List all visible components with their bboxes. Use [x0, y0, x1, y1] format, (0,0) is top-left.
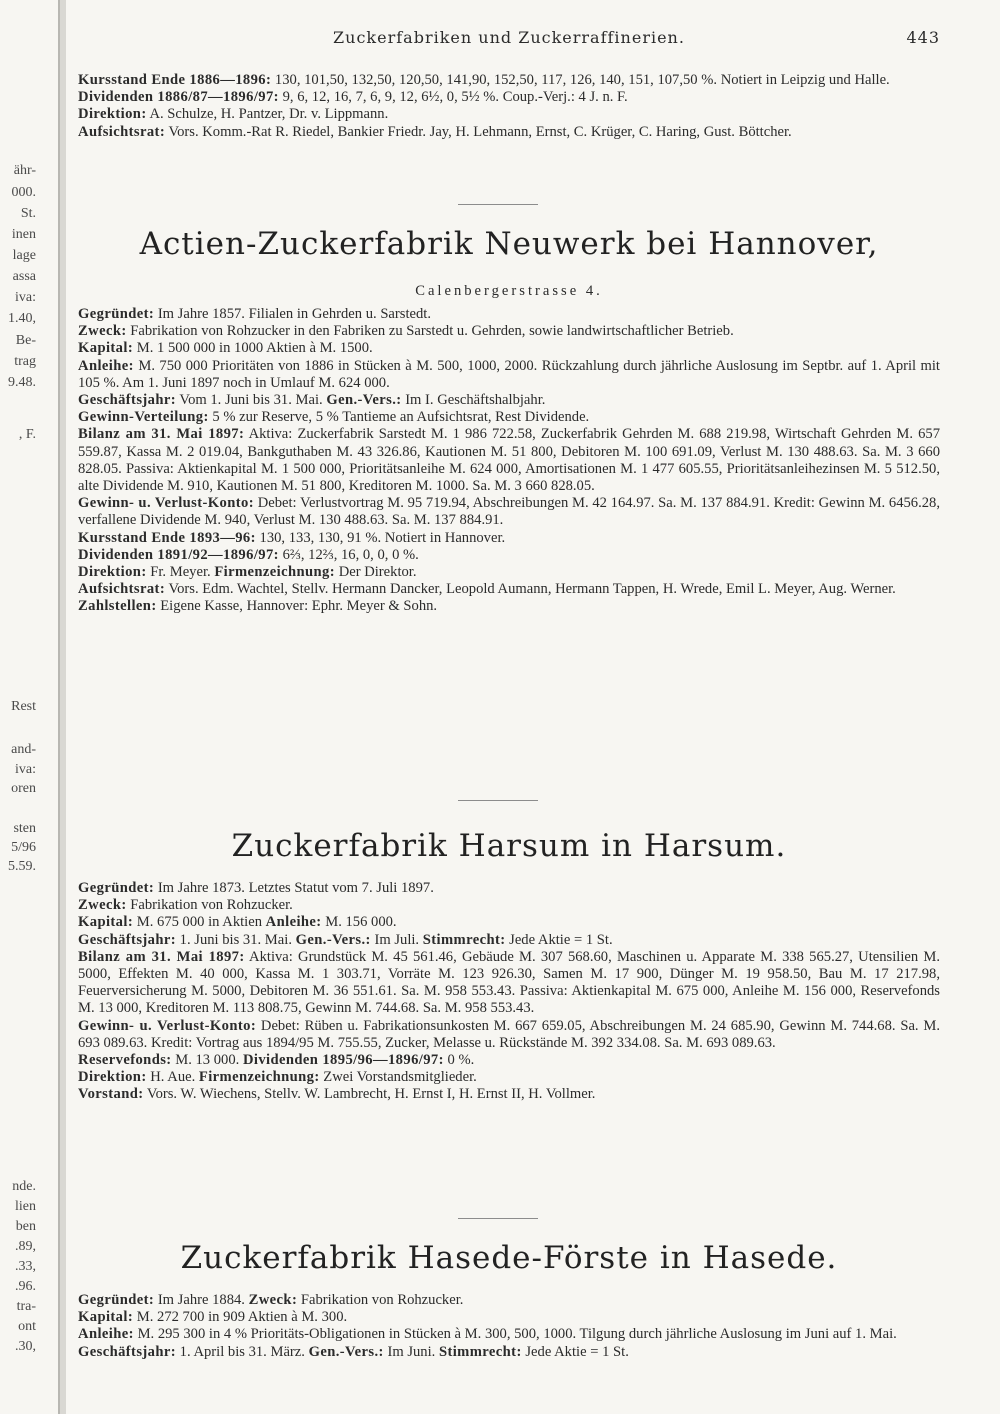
margin-fragment: and-: [11, 742, 36, 757]
entry-label: Dividenden 1895/96—1896/97:: [242, 1052, 444, 1069]
entry-gewinn-verteilung: [78, 409, 940, 426]
running-head-title: Zuckerfabriken und Zuckerraffinerien.: [333, 28, 685, 47]
entry-label: Gen.-Vers.:: [326, 392, 402, 409]
entry-gegruendet: [78, 306, 940, 323]
entry-gegruendet: [78, 880, 940, 897]
entry-kursstand: [78, 72, 940, 89]
company-address: Calenbergerstrasse 4.: [415, 283, 603, 299]
previous-page-margin: [0, 0, 56, 1414]
entry-label: Gewinn-Verteilung:: [78, 409, 209, 426]
margin-fragment: lage: [12, 248, 36, 263]
entry-label: Gegründet:: [78, 880, 155, 896]
entry-label: Bilanz am 31. Mai 1897:: [78, 426, 245, 443]
margin-fragment: iva:: [15, 290, 36, 305]
entry-text: A. Schulze, H. Pantzer, Dr. v. Lippmann.: [149, 106, 389, 123]
entry-dividenden: [78, 89, 940, 106]
entry-text: M. 295 300 in 4 % Prioritäts-Obligationen in Stücken à M. 300, 500, 1000. Tilgung durch jährliche Auslosung im Juni auf 1. Mai.: [137, 1326, 897, 1343]
entry-text: Vors. Komm.-Rat R. Riedel, Bankier Friedr. Jay, H. Lehmann, Ernst, C. Krüger, C. Haring, Gust. Böttcher.: [168, 123, 792, 140]
entry-kursstand: [78, 530, 940, 547]
entry-label: Gegründet:: [78, 1292, 155, 1308]
margin-fragment: nde.: [12, 1179, 36, 1194]
entry-text: Jede Aktie = 1 St.: [525, 1343, 629, 1360]
entry-label: Stimmrecht:: [422, 931, 506, 948]
entry-text: 9, 6, 12, 16, 7, 6, 9, 12, 6½, 0, 5½ %. Coup.-Verj.: 4 J. n. F.: [282, 89, 628, 106]
entry-text: Aktiva: Zuckerfabrik Sarstedt M. 1 986 722.58, Zuckerfabrik Gehrden M. 688 219.98, Wirtschaft Gehrden M. 657 559.87, Kassa M. 2 019.04, Bankguthaben M. 43 326.86, Kautionen M. 51 800, Debitoren M. 100 691.09, Verlust M. 130 488.63. Sa. M. 3 660 828.05. Passiva: Aktienkapital M. 1 500 000, Prioritätsanleihe M. 624 000, Amortisationen M. 1 477 605.55, Prioritätsanleihezinsen M. 5 512.50, alte Dividende M. 910, Kautionen M. 51 800, Kreditoren M. 1000. Sa. M. 3 660 828.05.: [78, 426, 940, 495]
entry-bilanz: [78, 426, 940, 495]
entry-text: Im I. Geschäftshalbjahr.: [405, 392, 546, 409]
section-harsum: [78, 880, 940, 1104]
entry-label: Gegründet:: [78, 306, 155, 322]
entry-label: Geschäftsjahr:: [78, 392, 177, 409]
entry-label: Aufsichtsrat:: [78, 581, 166, 598]
entry-kapital: [78, 1309, 940, 1326]
entry-text: Im Jahre 1884.: [157, 1292, 245, 1308]
entry-direktion: [78, 564, 940, 581]
entry-text: Jede Aktie = 1 St.: [509, 931, 613, 948]
entry-label: Anleihe:: [78, 357, 134, 374]
entry-label: Reservefonds:: [78, 1052, 172, 1069]
entry-text: M. 13 000.: [175, 1052, 240, 1069]
entry-direktion: [78, 106, 940, 123]
margin-fragment: .96.: [15, 1279, 36, 1294]
entry-dividenden: [78, 547, 940, 564]
margin-fragment: inen: [11, 227, 36, 242]
entry-label: Kapital:: [78, 1309, 134, 1326]
entry-text: Im Jahre 1857. Filialen in Gehrden u. Sarstedt.: [157, 306, 431, 322]
entry-label: Aufsichtsrat:: [78, 123, 166, 140]
running-head: [78, 28, 940, 50]
entry-gewinn-verlust-konto: [78, 495, 940, 529]
entry-text: 1. April bis 31. März.: [179, 1343, 305, 1360]
entry-text: Fabrikation von Rohzucker.: [300, 1292, 464, 1308]
entry-text: 1. Juni bis 31. Mai.: [179, 931, 292, 948]
margin-fragment: Be-: [15, 333, 36, 348]
margin-fragment: 9.48.: [8, 375, 36, 390]
entry-text: Fabrikation von Rohzucker in den Fabriken zu Sarstedt u. Gehrden, sowie landwirtschaftlicher Betrieb.: [130, 323, 734, 340]
entry-text: Vors. Edm. Wachtel, Stellv. Hermann Dancker, Leopold Aumann, Hermann Tappen, H. Wrede, Emil L. Meyer, Aug. Werner.: [168, 581, 896, 598]
margin-fragment: ben: [15, 1219, 36, 1234]
entry-label: Direktion:: [78, 106, 147, 123]
entry-aufsichtsrat: [78, 581, 940, 598]
entry-label: Kapital:: [78, 914, 134, 931]
entry-label: Zahlstellen:: [78, 598, 157, 615]
entry-text: Im Juni.: [387, 1343, 436, 1360]
entry-text: Im Jahre 1873. Letztes Statut vom 7. Juli 1897.: [157, 880, 434, 896]
entry-kapital: [78, 340, 940, 357]
entry-geschaeftsjahr: [78, 1344, 940, 1361]
entry-label: Kursstand Ende 1886—1896:: [78, 72, 272, 88]
entry-direktion: [78, 1069, 940, 1086]
entry-label: Kapital:: [78, 340, 134, 357]
entry-text: Der Direktor.: [338, 564, 417, 581]
entry-label: Zweck:: [248, 1292, 298, 1308]
margin-fragment: lien: [15, 1199, 36, 1214]
margin-fragment: .89,: [15, 1239, 36, 1254]
entry-gewinn-verlust-konto: [78, 1018, 940, 1052]
entry-aufsichtsrat: [78, 124, 940, 141]
entry-text: Im Juli.: [374, 931, 420, 948]
entry-text: M. 156 000.: [325, 914, 397, 931]
margin-fragment: , F.: [18, 427, 36, 442]
entry-bilanz: [78, 949, 940, 1018]
entry-text: Debet: Rüben u. Fabrikationsunkosten M. 667 659.05, Abschreibungen M. 24 685.90, Gewinn M. 744.68. Sa. M. 693 089.63. Kredit: Vortrag aus 1894/95 M. 755.55, Zucker, Melasse u. Rückstände M. 392 334.08. Sa. M. 693 089.63.: [78, 1017, 940, 1051]
entry-label: Firmenzeichnung:: [214, 564, 336, 581]
entry-label: Bilanz am 31. Mai 1897:: [78, 948, 245, 965]
section-divider: [458, 204, 538, 205]
entry-label: Geschäftsjahr:: [78, 1343, 177, 1360]
entry-geschaeftsjahr: [78, 932, 940, 949]
entry-text: Eigene Kasse, Hannover: Ephr. Meyer & Sohn.: [160, 598, 438, 615]
section-neuwerk: [78, 306, 940, 616]
margin-fragment: trag: [14, 354, 36, 369]
entry-text: Fr. Meyer.: [150, 564, 211, 581]
entry-label: Zweck:: [78, 897, 127, 914]
entry-label: Dividenden 1891/92—1896/97:: [78, 546, 279, 563]
entry-reservefonds: [78, 1052, 940, 1069]
entry-text: M. 675 000 in Aktien: [136, 914, 263, 931]
entry-label: Dividenden 1886/87—1896/97:: [78, 89, 279, 106]
entry-text: M. 1 500 000 in 1000 Aktien à M. 1500.: [136, 340, 373, 357]
entry-text: Debet: Verlustvortrag M. 95 719.94, Abschreibungen M. 42 164.97. Sa. M. 137 884.91. Kredit: Gewinn M. 6456.28, verfallene Dividende M. 940, Verlust M. 130 488.63. Sa. M. 137 884.91.: [78, 495, 940, 529]
entry-text: 130, 133, 130, 91 %. Notiert in Hannover.: [259, 529, 506, 546]
entry-gegruendet: [78, 1292, 940, 1309]
entry-anleihe: [78, 1326, 940, 1343]
binding-gutter: [60, 0, 66, 1414]
entry-text: Vom 1. Juni bis 31. Mai.: [179, 392, 323, 409]
entry-label: Gen.-Vers.:: [308, 1343, 384, 1360]
margin-fragment: iva:: [15, 762, 36, 777]
entry-label: Direktion:: [78, 564, 147, 581]
margin-fragment: St.: [20, 206, 36, 221]
entry-label: Zweck:: [78, 323, 127, 340]
entry-text: 6⅔, 12⅔, 16, 0, 0, 0 %.: [282, 546, 419, 563]
section-divider: [458, 1218, 538, 1219]
entry-label: Kursstand Ende 1893—96:: [78, 529, 256, 546]
entry-label: Gewinn- u. Verlust-Konto:: [78, 1017, 257, 1034]
entry-text: M. 750 000 Prioritäten von 1886 in Stücken à M. 500, 1000, 2000. Rückzahlung durch jährliche Auslosung im Septbr. auf 1. April mit 105 %. Am 1. Juni 1897 noch in Umlauf M. 624 000.: [78, 357, 940, 391]
entry-label: Gewinn- u. Verlust-Konto:: [78, 495, 254, 512]
entry-anleihe: [78, 358, 940, 392]
margin-fragment: 5.59.: [8, 859, 36, 874]
entry-label: Direktion:: [78, 1069, 147, 1086]
top-section: [78, 72, 940, 141]
entry-text: Zwei Vorstandsmitglieder.: [323, 1069, 477, 1086]
margin-fragment: .33,: [15, 1259, 36, 1274]
company-title-neuwerk: Actien-Zuckerfabrik Neuwerk bei Hannover,: [139, 226, 879, 262]
company-title-harsum: Zuckerfabrik Harsum in Harsum.: [231, 828, 787, 864]
section-hasede: [78, 1292, 940, 1361]
margin-fragment: .30,: [15, 1339, 36, 1354]
entry-vorstand: [78, 1086, 940, 1103]
entry-zahlstellen: [78, 598, 940, 615]
entry-text: Fabrikation von Rohzucker.: [130, 897, 293, 914]
entry-label: Gen.-Vers.:: [295, 931, 371, 948]
entry-label: Vorstand:: [78, 1086, 144, 1103]
margin-fragment: assa: [12, 269, 36, 284]
entry-text: Vors. W. Wiechens, Stellv. W. Lambrecht, H. Ernst I, H. Ernst II, H. Vollmer.: [146, 1086, 596, 1103]
entry-label: Anleihe:: [78, 1326, 134, 1343]
margin-fragment: sten: [13, 821, 36, 836]
margin-fragment: 1.40,: [8, 311, 36, 326]
entry-kapital: [78, 914, 940, 931]
margin-fragment: tra-: [16, 1299, 36, 1314]
company-title-hasede: Zuckerfabrik Hasede-Förste in Hasede.: [180, 1240, 838, 1276]
entry-text: Aktiva: Grundstück M. 45 561.46, Gebäude M. 307 568.60, Maschinen u. Apparate M. 338 565.27, Utensilien M. 5000, Effekten M. 40 000, Kassa M. 1 303.71, Vorräte M. 123 926.30, Samen M. 17 900, Dünger M. 19 958.50, Bau M. 17 217.98, Feuerversicherung M. 5000, Debitoren M. 36 551.61. Sa. M. 958 553.43. Passiva: Aktienkapital M. 675 000, Anleihe M. 156 000, Reservefonds M. 13 000, Kreditoren M. 113 808.75, Gewinn M. 744.68. Sa. M. 958 553.43.: [78, 948, 940, 1017]
entry-label: Firmenzeichnung:: [198, 1069, 320, 1086]
section-divider: [458, 800, 538, 801]
entry-label: Stimmrecht:: [438, 1343, 522, 1360]
page-number: 443: [906, 28, 940, 47]
entry-text: H. Aue.: [150, 1069, 196, 1086]
margin-fragment: 5/96: [11, 840, 36, 855]
entry-label: Geschäftsjahr:: [78, 931, 177, 948]
entry-text: 130, 101,50, 132,50, 120,50, 141,90, 152,50, 117, 126, 140, 151, 107,50 %. Notiert in Leipzig und Halle.: [274, 72, 890, 88]
margin-fragment: Rest: [11, 699, 36, 714]
entry-label: Anleihe:: [265, 914, 322, 931]
margin-fragment: 000.: [11, 185, 36, 200]
entry-zweck: [78, 323, 940, 340]
entry-zweck: [78, 897, 940, 914]
entry-text: 5 % zur Reserve, 5 % Tantieme an Aufsichtsrat, Rest Dividende.: [212, 409, 590, 426]
entry-geschaeftsjahr: [78, 392, 940, 409]
entry-text: M. 272 700 in 909 Aktien à M. 300.: [136, 1309, 348, 1326]
margin-fragment: ont: [18, 1319, 36, 1334]
margin-fragment: ähr-: [13, 163, 36, 178]
margin-fragment: oren: [11, 781, 36, 796]
entry-text: 0 %.: [447, 1052, 475, 1069]
